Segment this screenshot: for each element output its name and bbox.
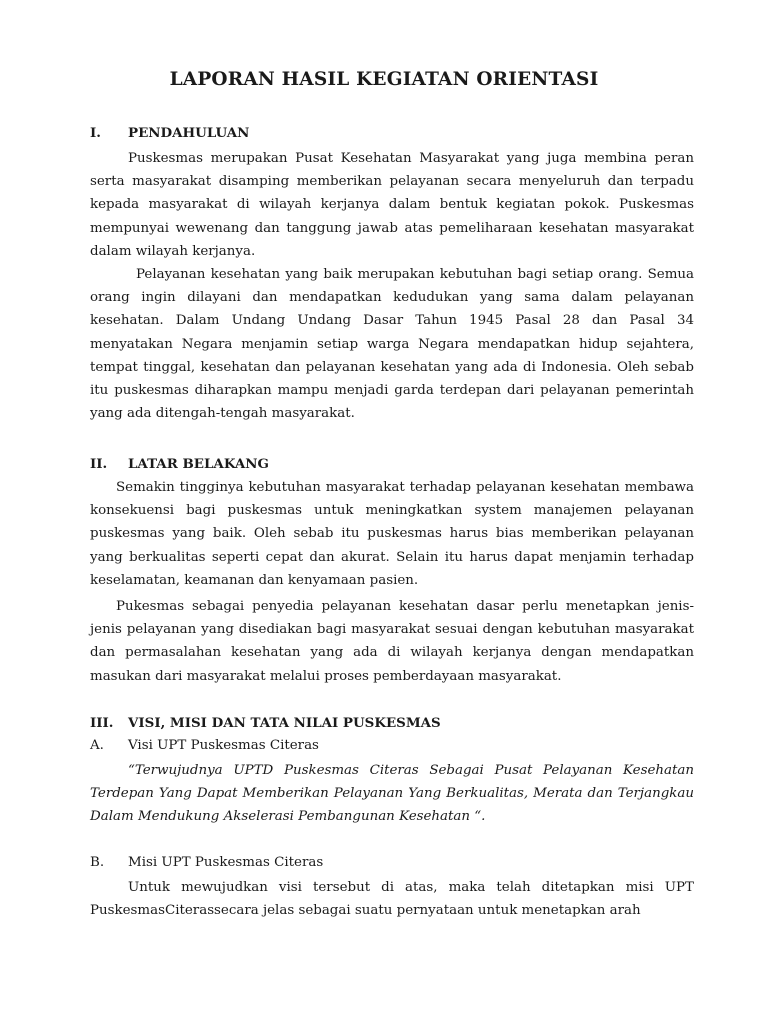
section-number: II. bbox=[90, 456, 108, 472]
section-title: VISI, MISI DAN TATA NILAI PUSKESMAS bbox=[128, 715, 441, 731]
paragraph-visi-statement: “Terwujudnya UPTD Puskesmas Citeras Sebagai Pusat Pelayanan Kesehatan Terdepan Yang Dapat Memberikan Pelayanan Yang Berkualitas, Merata dan Terjangkau Dalam Mendukung Akselerasi Pembangunan Kesehatan “. bbox=[90, 763, 694, 825]
subsection-visi bbox=[90, 736, 319, 756]
paragraph-misi-intro: Untuk mewujudkan visi tersebut di atas, maka telah ditetapkan misi UPT PuskesmasCiterassecara jelas sebagai suatu pernyataan untuk menetapkan arah bbox=[90, 880, 694, 919]
paragraph-latar-belakang-1: Semakin tingginya kebutuhan masyarakat terhadap pelayanan kesehatan membawa konsekuensi bagi puskesmas untuk meningkatkan system manajemen pelayanan puskesmas yang baik. Oleh sebab itu puskesmas harus bias memberikan pelayanan yang berkualitas seperti cepat dan akurat. Selain itu harus dapat menjamin terhadap keselamatan, keamanan dan kenyamaan pasien. bbox=[90, 480, 694, 588]
subsection-label: Misi UPT Puskesmas Citeras bbox=[128, 855, 324, 870]
section-heading-pendahuluan bbox=[90, 123, 249, 143]
section-heading-visi-misi bbox=[90, 713, 441, 733]
subsection-misi bbox=[90, 853, 323, 873]
section-number: I. bbox=[90, 125, 101, 141]
paragraph-pendahuluan-1: Puskesmas merupakan Pusat Kesehatan Masyarakat yang juga membina peran serta masyarakat disamping memberikan pelayanan secara menyeluruh dan terpadu kepada masyarakat di wilayah kerjanya dalam bentuk kegiatan pokok. Puskesmas mempunyai wewenang dan tanggung jawab atas pemeliharaan kesehatan masyarakat dalam wilayah kerjanya. bbox=[90, 151, 694, 259]
section-number: III. bbox=[90, 715, 114, 731]
section-title: LATAR BELAKANG bbox=[128, 456, 269, 472]
paragraph-latar-belakang-2: Pukesmas sebagai penyedia pelayanan kesehatan dasar perlu menetapkan jenis-jenis pelayanan yang disediakan bagi masyarakat sesuai dengan kebutuhan masyarakat dan permasalahan kesehatan yang ada di wilayah kerjanya dengan mendapatkan masukan dari masyarakat melalui proses pemberdayaan masyarakat. bbox=[90, 599, 694, 684]
paragraph-pendahuluan-2: Pelayanan kesehatan yang baik merupakan kebutuhan bagi setiap orang. Semua orang ingin dilayani dan mendapatkan kedudukan yang sama dalam pelayanan kesehatan. Dalam Undang Undang Dasar Tahun 1945 Pasal 28 dan Pasal 34 menyatakan Negara menjamin setiap warga Negara mendapatkan hidup sejahtera, tempat tinggal, kesehatan dan pelayanan kesehatan yang ada di Indonesia. Oleh sebab itu puskesmas diharapkan mampu menjadi garda terdepan dari pelayanan pemerintah yang ada ditengah-tengah masyarakat. bbox=[90, 267, 694, 422]
document-title: LAPORAN HASIL KEGIATAN ORIENTASI bbox=[169, 69, 599, 90]
subsection-letter: B. bbox=[90, 855, 105, 870]
section-title: PENDAHULUAN bbox=[128, 125, 250, 141]
subsection-letter: A. bbox=[90, 738, 104, 753]
section-heading-latar-belakang bbox=[90, 454, 269, 474]
subsection-label: Visi UPT Puskesmas Citeras bbox=[128, 738, 319, 753]
